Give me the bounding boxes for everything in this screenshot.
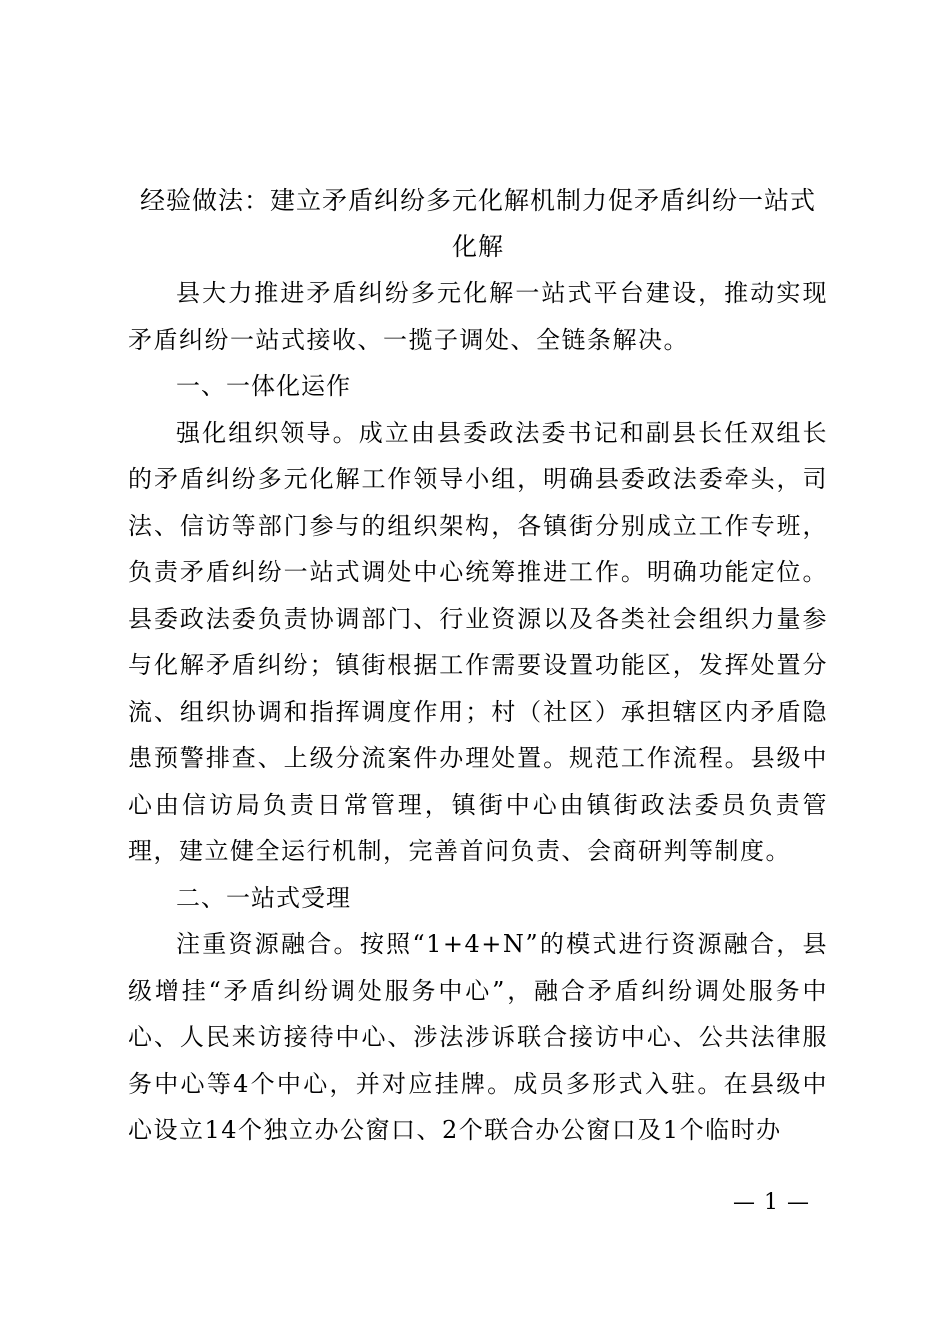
section-paragraph: 注重资源融合。按照“1+4+N”的模式进行资源融合，县级增挂“矛盾纠纷调处服务中心”，融合矛盾纠纷调处服务中心、人民来访接待中心、涉法涉诉联合接访中心、公共法律服务中心等4个中心，并对应挂牌。成员多形式入驻。在县级中心设立14个独立办公窗口、2个联合办公窗口及1个临时办 — [128, 930, 828, 1144]
page-number: — 1 — — [733, 1190, 810, 1215]
section-paragraph: 强化组织领导。成立由县委政法委书记和副县长任双组长的矛盾纠纷多元化解工作领导小组，明确县委政法委牵头，司法、信访等部门参与的组织架构，各镇街分别成立工作专班，负责矛盾纠纷一站式调处中心统筹推进工作。明确功能定位。县委政法委负责协调部门、行业资源以及各类社会组织力量参与化解矛盾纠纷；镇街根据工作需要设置功能区，发挥处置分流、组织协调和指挥调度作用；村（社区）承担辖区内矛盾隐患预警排查、上级分流案件办理处置。规范工作流程。县级中心由信访局负责日常管理，镇街中心由镇街政法委员负责管理，建立健全运行机制，完善首问负责、会商研判等制度。 — [128, 418, 828, 865]
document-body — [128, 178, 828, 1154]
document-title: 经验做法：建立矛盾纠纷多元化解机制力促矛盾纠纷一站式化解 — [139, 186, 816, 261]
section-heading: 一、一体化运作 — [176, 372, 351, 400]
section-integrated-operation — [128, 363, 828, 875]
section-one-stop-acceptance — [128, 875, 828, 1154]
section-heading: 二、一站式受理 — [176, 883, 351, 912]
intro-paragraph: 县大力推进矛盾纠纷多元化解一站式平台建设，推动实现矛盾纠纷一站式接收、一揽子调处、全链条解决。 — [128, 279, 828, 354]
